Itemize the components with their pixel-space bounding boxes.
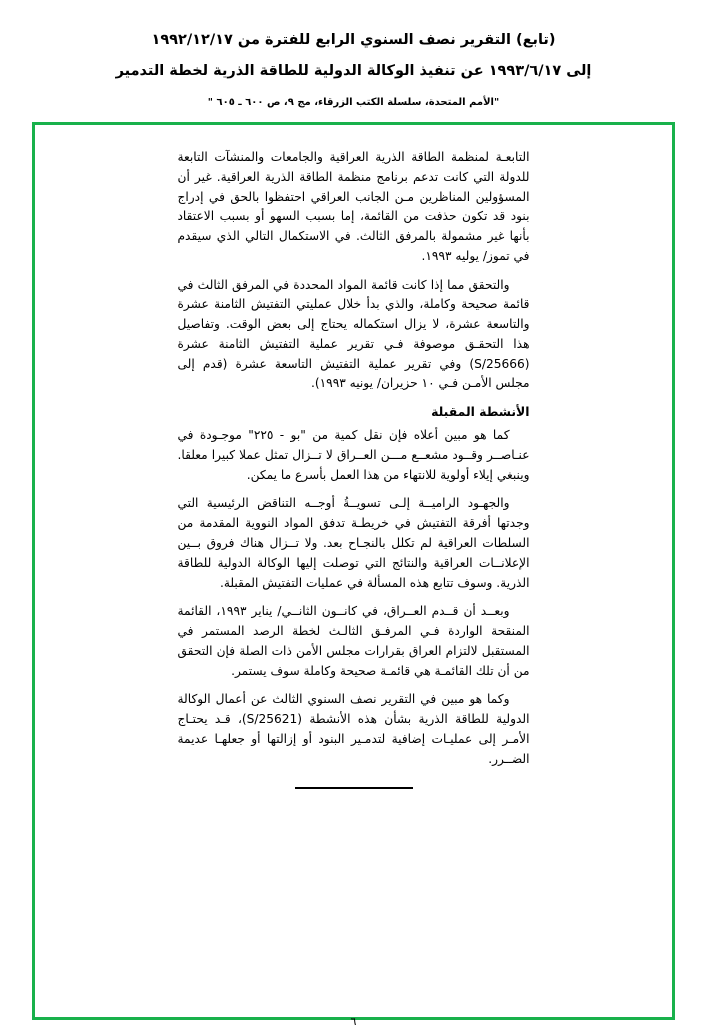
paragraph: وكما هو مبين في التقرير نصف السنوي الثالث عن أعمال الوكالة الدولية للطاقة الذرية بشأن هذه الأنشطة (S/25621)، قـد يحتـاج الأمـر إلى عمليـات إضافية لتدمـير البنود أو إزالتها أو جعلهـا عديمة الضــرر. [177,692,530,766]
paragraph: والتحقق مما إذا كانت قائمة المواد المحددة في المرفق الثالث في قائمة صحيحة وكاملة، والذي بدأ خلال عمليتي التفتيش الثامنة عشرة والتاسعة عشرة، لا يزال استكماله يحتاج إلى بعض الوقت. وتفاصيل هذا التحقـق موصوفة فـي تقرير عملية التفتيش الثامنة عشرة (S/25666) وفي تقرير عملية التفتيش التاسعة عشرة (قدم إلى مجلس الأمـن فـي ١٠ حزيران/ يونيه ١٩٩٣). [177,277,530,391]
report-title-line2: إلى ١٩٩٣/٦/١٧ عن تنفيذ الوكالة الدولية للطاقة الذرية لخطة التدمير [115,62,592,79]
text-column [178,148,530,789]
horizontal-rule [295,787,413,789]
report-title-line1: (تابع) التقرير نصف السنوي الرابع للفترة من ١٩٩٢/١٢/١٧ [151,32,556,48]
section-heading: الأنشطة المقبلة [431,404,530,420]
page-header [0,0,707,110]
page-number: ٦ [350,1015,357,1028]
paragraph: والجهـود الراميــة إلـى تسويــةُ أوجــه التناقض الرئيسية التي وجدتها أفرقة التفتيش في خريطـة تدفق المواد النووية المقدمة من السلطات العراقية لم تكلل بالنجـاح بعد. ولا تــزال هناك فروق بــين الإعلانــات العراقية والنتائج التي توصلت إليها الوكالة الدولية للطاقة الذرية. وسوف تتابع هذه المسألة في عمليات التفتيش المقبلة. [177,496,530,590]
page-content [0,148,707,789]
report-source-citation: "الأمم المتحدة، سلسلة الكتب الزرقاء، مج ٩، ص ٦٠٠ ـ ٦٠٥ " [207,96,500,108]
paragraph: وبعــد أن قــدم العــراق، في كانــون الثانــي/ يناير ١٩٩٣، القائمة المنقحة الواردة فـي المرفـق الثالـث لخطة الرصد المستمر في المستقبل لالتزام العراق بقرارات مجلس الأمن ذات الصلة فإن التحقق من أن تلك القائمـة هي قائمـة صحيحة وكاملة سوف يستمر. [177,604,530,678]
paragraph: التابعـة لمنظمة الطاقة الذرية العراقية والجامعات والمنشآت التابعة للدولة التي كانت تدعم برنامج منظمة الطاقة الذرية العراقية. غير أن المسؤولين المناظرين مـن الجانب العراقي احتفظوا بالحق في إدراج بنود قد تكون حذفت من القائمة، إما بسبب السهو أو بسبب الاعتقاد بأنها غير مشمولة بالمرفق الثالث. في الاستكمال التالي الذي سيقدم في تموز/ يوليه ١٩٩٣. [177,150,530,263]
paragraph: كما هو مبين أعلاه فإن نقل كمية من "بو - ٢٢٥" موجـودة في عنـاصــر وقــود مشعــع مـــن العــراق لا تــزال تمثل عملا كبيرا معلقا. وينبغي إيلاء أولوية للانتهاء من هذا العمل بأسرع ما يمكن. [177,428,530,482]
